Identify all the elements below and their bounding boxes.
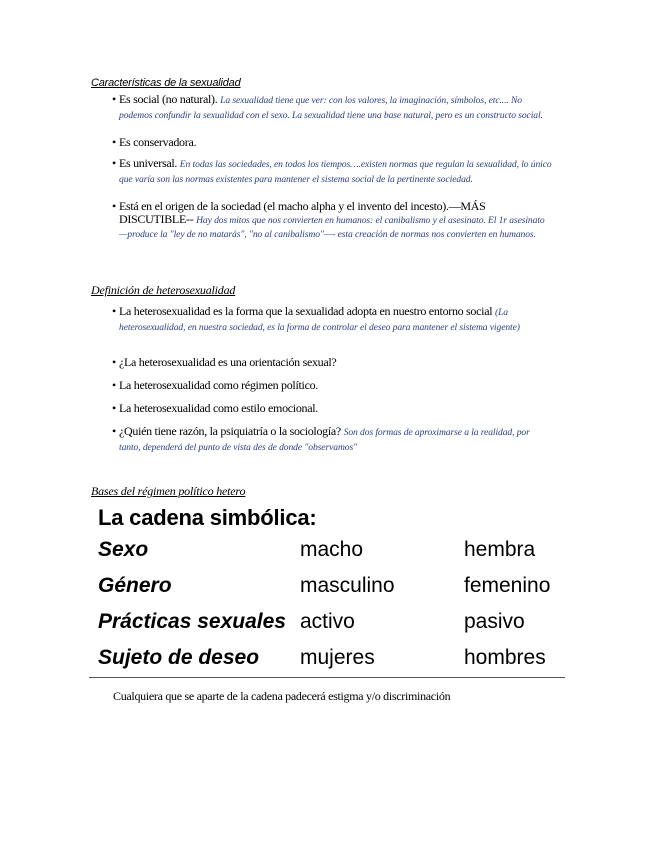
bullet-icon: • bbox=[112, 135, 116, 149]
list-item bbox=[112, 356, 552, 369]
list-item bbox=[112, 200, 552, 242]
list-item bbox=[112, 157, 552, 186]
bullet-icon: • bbox=[112, 424, 116, 438]
item-text: Es conservadora. bbox=[119, 135, 197, 149]
heading-caracteristicas: Características de la sexualidad bbox=[91, 77, 241, 89]
row-label: Género bbox=[98, 574, 172, 597]
bullet-icon: • bbox=[112, 355, 116, 369]
row-value-a: mujeres bbox=[300, 646, 375, 669]
list-item bbox=[112, 93, 552, 122]
list-item bbox=[112, 136, 552, 149]
bullet-icon: • bbox=[112, 199, 116, 213]
chain-row bbox=[98, 610, 578, 646]
row-value-a: masculino bbox=[300, 574, 395, 597]
list-item bbox=[112, 305, 552, 334]
row-value-b: hembra bbox=[464, 538, 536, 561]
chain-title: La cadena simbólica: bbox=[98, 505, 317, 530]
row-label: Sujeto de deseo bbox=[98, 646, 260, 669]
footer-text: Cualquiera que se aparte de la cadena padecerá estigma y/o discriminación bbox=[113, 689, 451, 703]
row-label: Prácticas sexuales bbox=[98, 610, 286, 633]
row-value-a: activo bbox=[300, 610, 355, 633]
row-label: Sexo bbox=[98, 538, 149, 561]
item-text: La heterosexualidad como régimen político. bbox=[119, 378, 318, 392]
bullet-icon: • bbox=[112, 92, 116, 106]
item-text: ¿Quién tiene razón, la psiquiatría o la sociología? bbox=[119, 424, 341, 438]
list-item bbox=[112, 425, 552, 454]
row-value-b: pasivo bbox=[464, 610, 525, 633]
row-value-a: macho bbox=[300, 538, 364, 561]
bullet-icon: • bbox=[112, 378, 116, 392]
list-item bbox=[112, 402, 552, 415]
heading-bases: Bases del régimen político hetero bbox=[91, 484, 246, 498]
chain-row bbox=[98, 574, 578, 610]
item-text: ¿La heterosexualidad es una orientación sexual? bbox=[119, 355, 337, 369]
item-text: La heterosexualidad es la forma que la sexualidad adopta en nuestro entorno social bbox=[119, 304, 493, 318]
bullet-icon: • bbox=[112, 401, 116, 415]
symbolic-chain-figure bbox=[98, 505, 578, 682]
bullet-icon: • bbox=[112, 156, 116, 170]
row-value-b: femenino bbox=[464, 574, 551, 597]
heading-definicion: Definición de heterosexualidad bbox=[91, 283, 236, 297]
item-note: La sexualidad tiene que ver: con los valores, la imaginación, símbolos, etc.... No podemos confundir la sexualidad con el sexo. La sexualidad tiene una base natural, pero es un constructo social. bbox=[119, 95, 543, 121]
item-text: Es social (no natural). bbox=[119, 92, 218, 106]
chain-row bbox=[98, 538, 578, 574]
item-note: Hay dos mitos que nos convierten en humanos: el canibalismo y el asesinato. El 1r asesinato—produce la "ley de no matarás", "no al canibalismo"—- esta creación de normas nos convierten en humanos. bbox=[119, 214, 545, 240]
item-note: En todas las sociedades, en todos los tiempos….existen normas que regulan la sexualidad, lo único que varía son las normas existentes para mantener el sistema social de la pertinente sociedad. bbox=[119, 159, 552, 185]
row-value-b: hombres bbox=[464, 646, 546, 669]
bullet-icon: • bbox=[112, 304, 116, 318]
item-note: Son dos formas de aproximarse a la realidad, por tanto, dependerá del punto de vista des de donde "observamos" bbox=[119, 427, 530, 453]
item-text: Está en el origen de la sociedad (el macho alpha y el invento del incesto).—MÁS DISCUTIBLE-- bbox=[119, 199, 486, 226]
horizontal-divider bbox=[89, 677, 565, 678]
item-text: La heterosexualidad como estilo emocional. bbox=[119, 401, 318, 415]
item-note: (La heterosexualidad, en nuestra sociedad, es la forma de controlar el deseo para mantener el sistema vigente) bbox=[119, 307, 520, 333]
list-item bbox=[112, 379, 552, 392]
item-text: Es universal. bbox=[119, 156, 178, 170]
